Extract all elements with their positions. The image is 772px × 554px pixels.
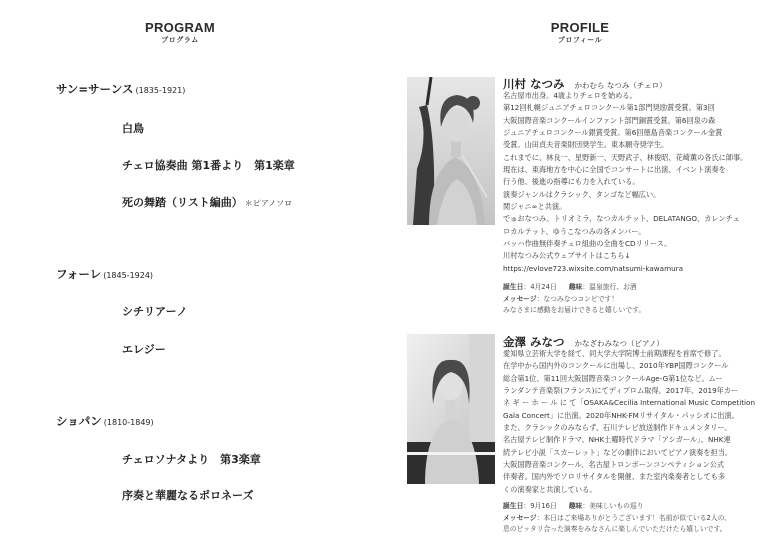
composer-years: (1810-1849) xyxy=(103,418,154,427)
piece-item: チェロ協奏曲 第1番より 第1楽章 xyxy=(122,159,295,172)
bio-line: 第12回札幌ジュニアチェロコンクール第1部門奨励賞受賞。第3回 xyxy=(503,103,715,113)
composer-years: (1845-1924) xyxy=(103,271,154,280)
message-text: 息のピッタリ合った演奏をみなさんに楽しんでいただけたら嬉しいです。 xyxy=(503,525,727,533)
artist-meta-kawamura xyxy=(503,282,645,317)
piece-item: シチリアーノ xyxy=(122,305,188,318)
bio-line: 大阪国際音楽コンクールインファント部門銅賞受賞。第6回泉の森 xyxy=(503,115,716,125)
message-text: なつみなつコンビです！ xyxy=(543,294,619,303)
pianist-photo xyxy=(407,334,495,484)
bio-line: 大阪国際音楽コンクール、名古屋トロンボーンコンペティション公式 xyxy=(503,460,725,470)
hobby-label: 趣味 xyxy=(568,502,583,510)
piece-item: 序奏と華麗なるポロネーズ xyxy=(122,489,254,502)
composer-saint-saens xyxy=(56,81,185,97)
birthday-value: 9月16日 xyxy=(530,502,557,510)
piece-item xyxy=(122,194,292,210)
message-text: みなさまに感動をお届けできると嬉しいです。 xyxy=(503,306,646,314)
bio-line: 演奏ジャンルはクラシック、タンゴなど幅広い。 xyxy=(503,189,661,199)
bio-line: これまでに、林良一、星野新一、天野武子、林俊昭、花崎薫の各氏に師事。 xyxy=(503,152,748,162)
website-link[interactable]: https://evlove723.wixsite.com/natsumi-kawamura xyxy=(503,263,683,273)
artist-bio-kawamura xyxy=(503,90,747,275)
bio-line: 続テレビ小説「スカーレット」などの劇伴においてピアノ演奏を担当。 xyxy=(503,447,733,457)
birthday-label: 誕生日 xyxy=(503,283,524,291)
birthday-hobby-line: 誕生日：9月16日 趣味：美味しいもの巡り xyxy=(503,502,644,510)
composer-name: フォーレ xyxy=(56,267,102,281)
piece-title: 死の舞踏（リスト編曲） xyxy=(122,196,243,209)
bio-line: 名古屋テレビ制作ドラマ、NHK土曜時代ドラマ「アシガール」、NHK連 xyxy=(503,435,731,445)
bio-line: くの演奏家と共演している。 xyxy=(503,484,597,494)
bio-line: 在学中から国内外のコンクールに出場し、2010年YBP国際コンクール xyxy=(503,361,729,371)
composer-chopin xyxy=(56,413,154,429)
bio-line: 伴奏者。国内外でソロリサイタルを開催、また室内楽奏者としても多 xyxy=(503,472,726,482)
bio-line: ロカルテット、ゆうこなつみの各メンバー。 xyxy=(503,226,646,236)
cellist-photo xyxy=(407,77,495,225)
program-subheading: プログラム xyxy=(161,36,199,44)
composer-years: (1835-1921) xyxy=(135,86,186,95)
bio-line: また、クラシックのみならず、石川テレビ放送制作ドキュメンタリー、 xyxy=(503,423,732,433)
bio-line: でゅおなつみ、トリオミラ、なつカルテット、DELATANGO、カレンチェ xyxy=(503,214,740,224)
bio-line: ジュニアチェロコンクール銀賞受賞。第6回徳島音楽コンクール金賞 xyxy=(503,128,723,138)
bio-line: Gala Concert」に出演。2020年NHK-FMリサイタル・パッシオに出演。 xyxy=(503,410,739,420)
bio-line: 現在は、東海地方を中心に全国でコンサートに出演、イベント演奏を xyxy=(503,165,726,175)
program-heading: PROGRAM xyxy=(145,20,215,35)
hobby-label: 趣味 xyxy=(568,283,583,291)
artist-name: 川村 なつみ xyxy=(503,77,565,91)
bio-line: バッハ作曲無伴奏チェロ組曲の全曲をCDリリース。 xyxy=(503,239,672,249)
piece-item: エレジー xyxy=(122,343,166,356)
piece-note: ＊ピアノソロ xyxy=(244,199,293,208)
message-text: 本日はご来場ありがとうございます！名前が似ている2人の、 xyxy=(543,513,731,522)
bio-line: ネ ギ ー ホ ー ル に て「OSAKA&Cecilia International Music Competition xyxy=(503,398,756,408)
message-label: メッセージ xyxy=(503,513,537,522)
artist-name: 金澤 みなつ xyxy=(503,335,565,349)
birthday-value: 4月24日 xyxy=(530,283,557,291)
composer-faure xyxy=(56,266,153,282)
bio-line: 行う他、後進の指導にも力を入れている。 xyxy=(503,177,640,187)
pianist-photo-image xyxy=(407,334,495,484)
message-line: メッセージ：本日はご来場ありがとうございます！名前が似ている2人の、 xyxy=(503,513,731,522)
artist-meta-kanazawa xyxy=(503,501,731,536)
composer-name: ショパン xyxy=(56,414,102,428)
birthday-hobby-line: 誕生日：4月24日 趣味：温泉旅行、お酒 xyxy=(503,283,637,291)
piece-item: チェロソナタより 第3楽章 xyxy=(122,453,261,466)
bio-line: 関ジャニ∞と共演。 xyxy=(503,202,567,212)
artist-bio-kanazawa xyxy=(503,348,755,496)
piece-item: 白鳥 xyxy=(122,122,144,135)
message-label: メッセージ xyxy=(503,294,537,303)
bio-line: 川村なつみ公式ウェブサイトはこちら↓ xyxy=(503,251,631,261)
cellist-photo-image xyxy=(407,77,495,225)
hobby-value: 美味しいもの巡り xyxy=(589,502,644,510)
bio-line: ランダンテ音楽祭(フランス)にてディプロム取得。2017年、2019年カー xyxy=(503,386,739,396)
bio-line: 受賞。山田貞夫音楽財団奨学生。東本願寺奨学生。 xyxy=(503,140,669,150)
birthday-label: 誕生日 xyxy=(503,502,524,510)
hobby-value: 温泉旅行、お酒 xyxy=(589,283,637,291)
message-line: メッセージ：なつみなつコンビです！ xyxy=(503,294,619,303)
artist-kana: かわむら なつみ（チェロ） xyxy=(574,81,667,90)
profile-heading: PROFILE xyxy=(550,20,610,35)
artist-kana: かなざわみなつ（ピアノ） xyxy=(574,339,664,348)
bio-line: 名古屋市出身。4歳よりチェロを始める。 xyxy=(503,91,637,100)
bio-line: 愛知県立芸術大学を経て、同大学大学院博士前期課程を首席で修了。 xyxy=(503,349,726,358)
composer-name: サン=サーンス xyxy=(56,82,134,96)
profile-subheading: プロフィール xyxy=(557,36,603,44)
bio-line: 総合第1位、第11回大阪国際音楽コンクールAge-G第1位など。ムー xyxy=(503,373,723,383)
